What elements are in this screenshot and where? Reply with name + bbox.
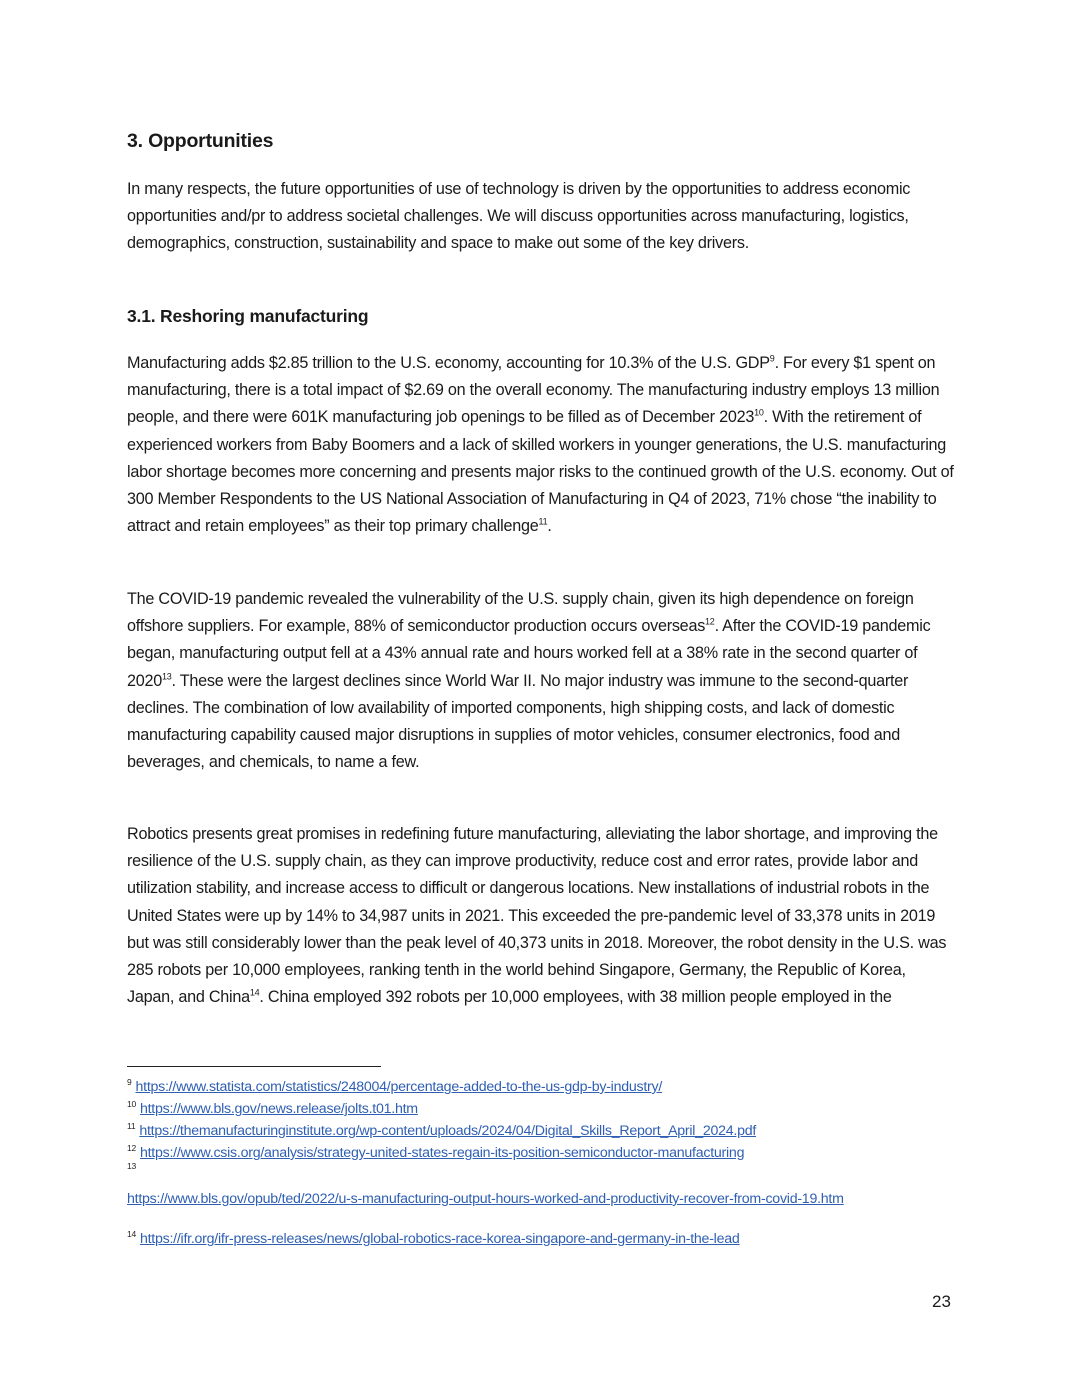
footnote-separator (127, 1066, 381, 1067)
paragraph-text: . China employed 392 robots per 10,000 employees, with 38 million people employed in the (259, 988, 892, 1007)
footnote-11 (127, 1120, 957, 1142)
paragraph-text: Robotics presents great promises in redefining future manufacturing, alleviating the labor shortage, and improving the resilience of the U.S. supply chain, as they can improve productivity, reduce cost and error rates, provide labor and utilization stability, and increase access to difficult or dangerous locations. New installations of industrial robots in the United States were up by 14% to 34,987 units in 2021. This exceeded the pre-pandemic level of 33,378 units in 2019 but was still considerably lower than the peak level of 40,373 units in 2018. Moreover, the robot density in the U.S. was 285 robots per 10,000 employees, ranking tenth in the world behind Singapore, Germany, the Republic of Korea, Japan, and China (127, 825, 947, 1007)
subsection-heading: 3.1. Reshoring manufacturing (127, 306, 369, 326)
footnote-number: 11 (127, 1121, 136, 1132)
paragraph-text: . These were the largest declines since World War II. No major industry was immune to the second-quarter declines. The combination of low availability of imported components, high shipping costs, and lack of domestic manufacturing capability caused major disruptions in supplies of motor vehicles, consumer electronics, food and beverages, and chemicals, to name a few. (127, 671, 909, 772)
footnote-link[interactable]: https://www.statista.com/statistics/248004/percentage-added-to-the-us-gdp-by-industry/ (135, 1079, 663, 1095)
footnote-14 (127, 1228, 957, 1250)
footnote-number: 10 (127, 1099, 136, 1110)
footnote-10 (127, 1098, 957, 1120)
section-heading: 3. Opportunities (127, 130, 274, 152)
footnote-number: 14 (127, 1229, 136, 1240)
footnote-number: 12 (127, 1143, 136, 1154)
paragraph-text: Manufacturing adds $2.85 trillion to the U.S. economy, accounting for 10.3% of the U.S. GDP (127, 354, 770, 372)
paragraph-text: . After the COVID-19 pandemic began, manufacturing output fell at a 43% annual rate and hours worked fell at a 38% rate in the second quarter of 2020 (127, 617, 931, 690)
footnote-reference[interactable]: 12 (705, 616, 715, 627)
footnote-13 (127, 1160, 957, 1210)
footnote-number: 13 (127, 1161, 136, 1172)
footnote-link[interactable]: https://themanufacturinginstitute.org/wp-content/uploads/2024/04/Digital_Skills_Report_April_2024.pdf (139, 1123, 757, 1139)
page-number: 23 (932, 1292, 951, 1311)
paragraph-text: . With the retirement of experienced workers from Baby Boomers and a lack of skilled workers in younger generations, the U.S. manufacturing labor shortage becomes more concerning and presents major risks to the continued growth of the U.S. economy. Out of 300 Member Respondents to the US National Association of Manufacturing in Q4 of 2023, 71% chose “the inability to attract and retain employees” as their top primary challenge (127, 408, 954, 536)
paragraph-robotics (127, 821, 957, 1011)
footnote-reference[interactable]: 11 (538, 516, 548, 527)
footnote-link[interactable]: https://www.csis.org/analysis/strategy-united-states-regain-its-position-semiconductor-manufacturing (139, 1145, 745, 1161)
footnote-number: 9 (127, 1077, 132, 1088)
footnote-reference[interactable]: 10 (754, 408, 764, 419)
section-intro-paragraph: In many respects, the future opportunities of use of technology is driven by the opportunities to address economic opportunities and/pr to address societal challenges. We will discuss opportunities across manufacturing, logistics, demographics, construction, sustainability and space to make out some of the key drivers. (127, 180, 911, 253)
paragraph-text: . (547, 517, 552, 536)
footnote-link[interactable]: https://www.bls.gov/news.release/jolts.t01.htm (139, 1101, 418, 1117)
footnote-reference[interactable]: 14 (249, 987, 260, 998)
paragraph-text: The COVID-19 pandemic revealed the vulnerability of the U.S. supply chain, given its high dependence on foreign offshore suppliers. For example, 88% of semiconductor production occurs overseas (127, 590, 914, 636)
paragraph-covid-supply-chain (127, 586, 957, 776)
paragraph-manufacturing-economy (127, 350, 957, 540)
footnote-link[interactable]: https://www.bls.gov/opub/ted/2022/u-s-manufacturing-output-hours-worked-and-productivity-recover-from-covid-19.htm (127, 1191, 844, 1207)
footnote-link[interactable]: https://ifr.org/ifr-press-releases/news/global-robotics-race-korea-singapore-and-germany-in-the-lead (139, 1231, 740, 1247)
footnote-reference[interactable]: 13 (162, 671, 172, 682)
footnote-9 (127, 1076, 957, 1098)
paragraph-text: . For every $1 spent on manufacturing, there is a total impact of $2.69 on the overall economy. The manufacturing industry employs 13 million people, and there were 601K manufacturing job openings to be filled as of December 2023 (127, 354, 940, 427)
footnote-reference[interactable]: 9 (769, 353, 775, 364)
